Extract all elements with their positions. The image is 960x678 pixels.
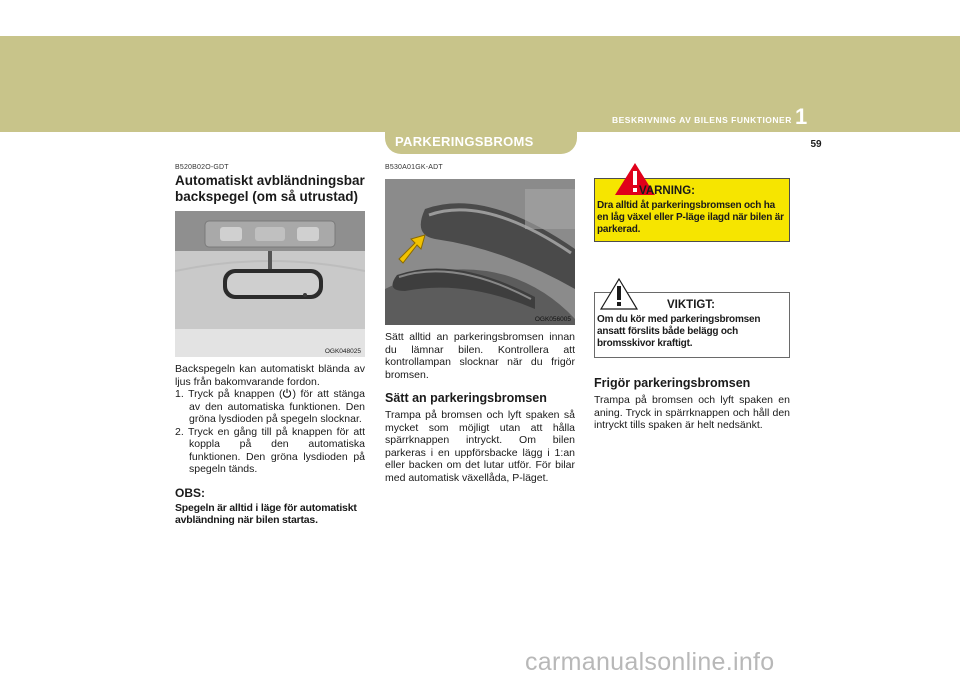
header-band (0, 36, 960, 132)
mirror-code: B520B02O-GDT (175, 164, 229, 171)
caution-text: Om du kör med parkeringsbromsen ansatt förslits både belägg och bromsskivor kraftigt. (597, 314, 761, 349)
mirror-photo-caption: OGK048025 (324, 348, 361, 355)
parking-code: B530A01GK-ADT (385, 164, 443, 171)
chapter-label: BESKRIVNING AV BILENS FUNKTIONER (612, 115, 792, 125)
section-title: PARKERINGSBROMS (395, 134, 534, 149)
mirror-photo (175, 211, 365, 357)
apply-brake-heading: Sätt an parkeringsbromsen (385, 391, 547, 405)
mirror-illustration (175, 211, 365, 357)
power-button-icon (282, 388, 292, 398)
chapter-number: 1 (795, 104, 808, 129)
warning-box (594, 178, 790, 242)
release-brake-text: Trampa på bromsen och lyft spaken en aning. Tryck in spärrknappen och håll den intryckt tills spaken är helt nedsänkt. (594, 394, 790, 431)
parking-photo-caption: OGK056005 (534, 316, 571, 323)
parking-intro: Sätt alltid an parkeringsbromsen innan du lämnar bilen. Kontrollera att kontrollampan slocknar när du frigör bromsen. (385, 331, 575, 381)
obs-heading: OBS: (175, 485, 205, 500)
page-number: 59 (810, 139, 822, 150)
caution-triangle-icon (599, 277, 639, 311)
apply-brake-text: Trampa på bromsen och lyft spaken så mycket som möjligt utan att hålla spärrknappen intryckt. Om bilen parkeras i en uppförsbacke lägg i 1:an eller backen om det lutar utför. För bilar med automatisk växellåda, P-läget. (385, 409, 575, 484)
mirror-heading: Automatiskt avbländningsbar backspegel (om så utrustad) (175, 173, 365, 204)
mirror-step-1 (175, 388, 365, 426)
mirror-step-2: 2. Tryck en gång till på knappen för att koppla på den automatiska funktionen. Den gröna lysdioden på spegeln tänds. (175, 425, 365, 475)
obs-text: Spegeln är alltid i läge för automatiskt avbländning när bilen startas. (175, 501, 357, 526)
mirror-step-1-start: 1. Tryck på knappen ( (175, 388, 283, 400)
warning-title: VARNING: (639, 185, 696, 197)
warning-text: Dra alltid åt parkeringsbromsen och ha en låg växel eller P-läge ilagd när bilen är parkerad. (597, 200, 784, 235)
parking-brake-illustration (385, 179, 575, 325)
parking-brake-photo (385, 179, 575, 325)
notes-column (594, 178, 790, 432)
watermark: carmanualsonline.info (525, 648, 775, 676)
mirror-steps (175, 388, 365, 476)
parking-brake-column (385, 164, 575, 484)
caution-box (594, 292, 790, 358)
mirror-step-1-end: ) för att stänga av den automatiska funktionen. Den gröna lysdioden på spegeln slocknar. (189, 388, 365, 425)
release-brake-heading: Frigör parkeringsbromsen (594, 376, 751, 390)
mirror-column (175, 164, 365, 527)
caution-title: VIKTIGT: (667, 299, 715, 311)
mirror-intro: Backspegeln kan automatiskt blända av ljus från bakomvarande fordon. (175, 363, 365, 388)
